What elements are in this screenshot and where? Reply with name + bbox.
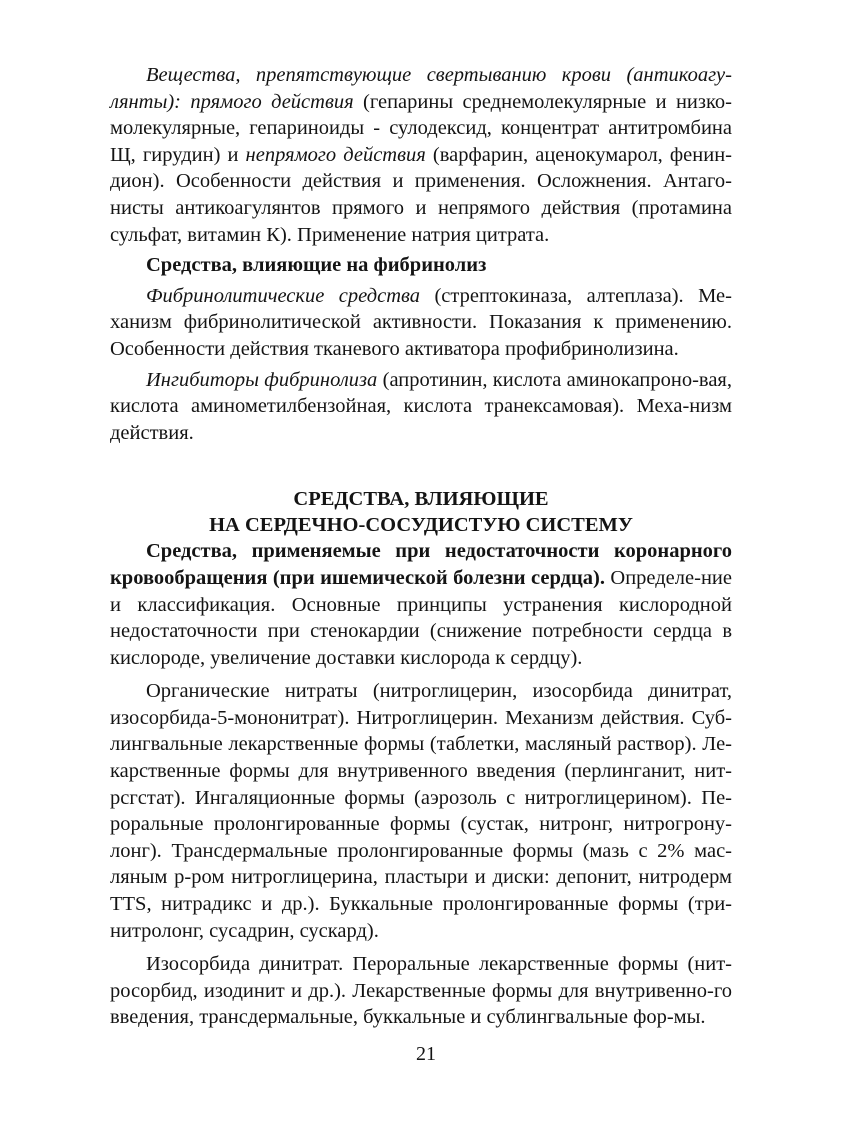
inhibitors-paragraph — [110, 367, 732, 447]
anticoagulants-paragraph — [110, 62, 732, 248]
coronary-paragraph — [110, 538, 732, 671]
section-title-line-2: НА СЕРДЕЧНО-СОСУДИСТУЮ СИСТЕМУ — [209, 514, 633, 537]
fibrinolytic-paragraph — [110, 283, 732, 363]
section-title-line-1: СРЕДСТВА, ВЛИЯЮЩИЕ — [293, 488, 549, 511]
nitrates-paragraph: Органические нитраты (нитроглицерин, изосорбида динитрат, изосорбида-5-мононитрат). Нитроглицерин. Механизм действия. Суб-лингвальные лекарственные формы (таблетки, масляный раствор). Ле-карственные формы для внутривенного введения (перлинганит, нит-рсгстат). Ингаляционные формы (аэрозоль с нитроглицерином). Пе-роральные пролонгированные формы (сустак, нитронг, нитрогрону-лонг). Трансдермальные пролонгированные формы (мазь с 2% мас-ляным р-ром нитроглицерина, пластыри и диски: депонит, нитродерм TTS, нитрадикс и др.). Буккальные пролонгированные формы (три-нитролонг, сусадрин, сускард). — [110, 680, 732, 942]
anticoagulants-direct-list: (гепарины среднемолекулярные и низко-молекулярные, гепариноиды - сулодексид, концентрат антитромбина Щ, гирудин) и — [110, 90, 732, 166]
indirect-action-term: непрямого действия — [245, 143, 426, 166]
coronary-heading: Средства, применяемые при недостаточности коронарного кровообращения (при ишемической болезни сердца). — [110, 540, 732, 589]
inhibitors-text: (апротинин, кислота аминокапроно-вая, кислота аминометилбензойная, кислота транексамовая). Меха-низм действия. — [110, 368, 732, 444]
fibrinolytic-text: (стрептокиназа, алтеплаза). Ме-ханизм фибринолитической активности. Показания к применению. Особенности действия тканевого активатора профибринолизина. — [110, 284, 732, 360]
page-number: 21 — [416, 1043, 436, 1065]
section-title — [110, 486, 732, 538]
anticoagulants-term: Вещества, препятствующие свертыванию крови (антикоагу-лянты): прямого действия — [110, 64, 732, 113]
fibrinolysis-heading: Средства, влияющие на фибринолиз — [146, 254, 487, 277]
document-page — [110, 62, 732, 1031]
coronary-text: Определе-ние и классификация. Основные принципы устранения кислородной недостаточности при стенокардии (снижение потребности сердца в кислороде, увеличение доставки кислорода к сердцу). — [110, 566, 732, 669]
isosorbide-paragraph: Изосорбида динитрат. Пероральные лекарственные формы (нит-росорбид, изодинит и др.). Лекарственные формы для внутривенно-го введения, трансдермальные, буккальные и сублингвальные фор-мы. — [110, 953, 732, 1029]
anticoagulants-indirect-text: (варфарин, аценокумарол, фенин-дион). Особенности действия и применения. Осложнения. Антаго-нисты антикоагулянтов прямого и непрямого действия (протамина сульфат, витамин К). Применение натрия цитрата. — [110, 143, 732, 246]
fibrinolytic-term: Фибринолитические средства — [146, 284, 421, 307]
inhibitors-term: Ингибиторы фибринолиза — [146, 368, 378, 391]
